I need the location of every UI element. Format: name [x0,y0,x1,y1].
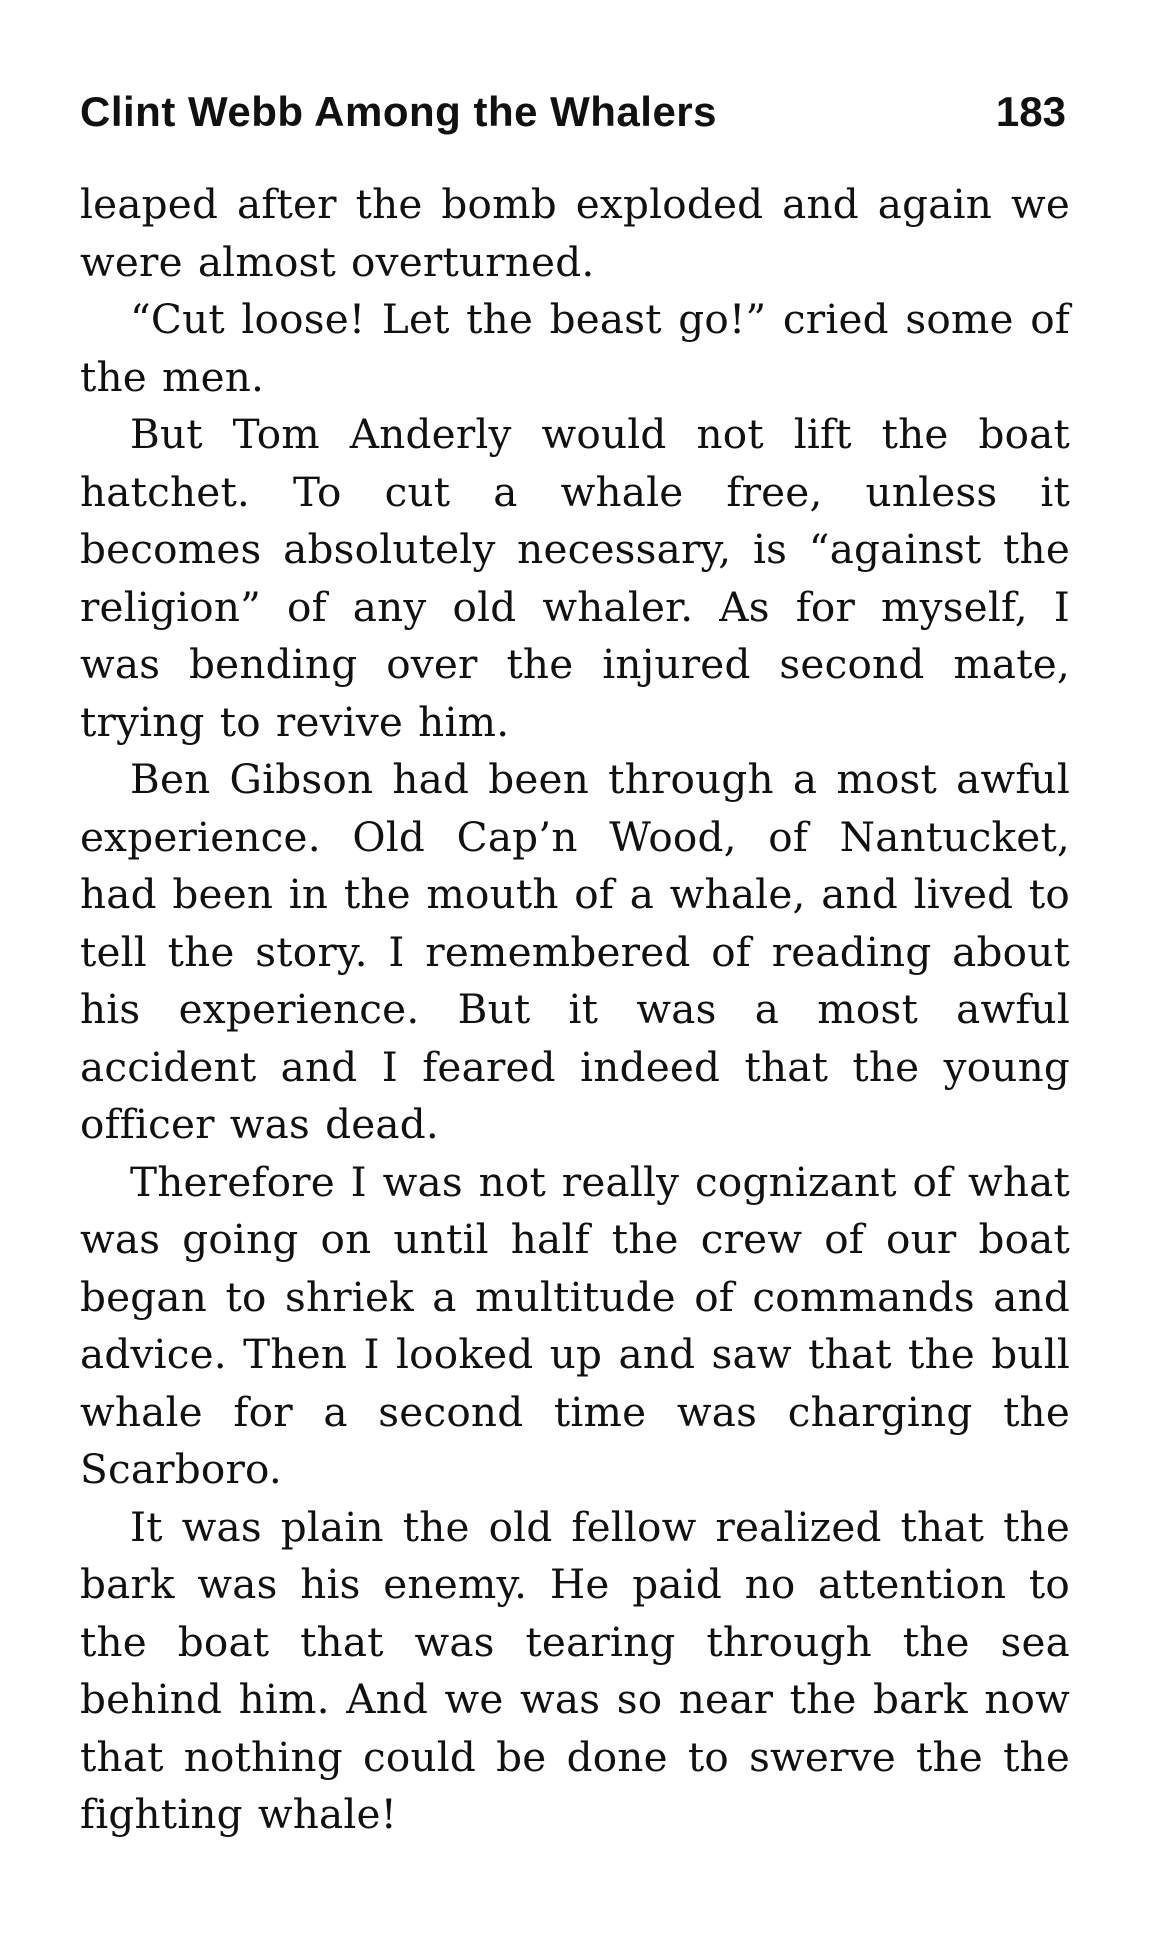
paragraph: Ben Gibson had been through a most awful experience. Old Cap’n Wood, of Nantucket, had been in the mouth of a whale, and lived to tell the story. I remembered of reading about his experience. But it was a most awful accident and I feared indeed that the young officer was dead. [80,755,1070,1148]
paragraph: “Cut loose! Let the beast go!” cried some of the men. [80,295,1070,401]
running-head [80,88,1070,158]
page-number: 183 [995,88,1066,135]
paragraph: Therefore I was not really cognizant of what was going on until half the crew of our boat began to shriek a multitude of commands and advice. Then I looked up and saw that the bull whale for a second time was charging the Scarboro. [80,1157,1070,1493]
body-text [80,176,1070,1844]
book-page [80,88,1070,1844]
paragraph: But Tom Anderly would not lift the boat hatchet. To cut a whale free, unless it becomes absolutely necessary, is “against the religion” of any old whaler. As for myself, I was bending over the injured second mate, trying to revive him. [80,410,1070,746]
paragraph: leaped after the bomb exploded and again we were almost overturned. [80,180,1070,286]
paragraph: It was plain the old fellow realized that the bark was his enemy. He paid no attention to the boat that was tearing through the sea behind him. And we was so near the bark now that nothing could be done to swerve the the fighting whale! [80,1502,1070,1838]
running-title: Clint Webb Among the Whalers [80,88,718,135]
